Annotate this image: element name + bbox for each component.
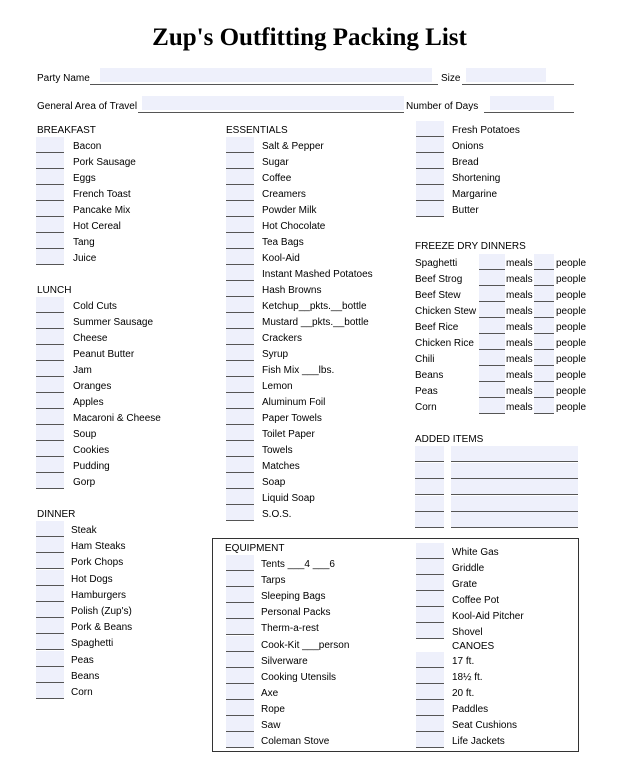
lunch-checkbox[interactable] (36, 377, 64, 393)
dinner-item-label: Beans (71, 670, 100, 682)
travel-area-input[interactable] (142, 96, 404, 110)
lunch-item-label: Cold Cuts (73, 301, 117, 312)
produce-checkbox[interactable] (416, 201, 444, 217)
breakfast-checkbox[interactable] (36, 217, 64, 233)
freeze-dry-item-label: Beef Stew (415, 290, 461, 301)
equipment_right-checkbox[interactable] (416, 559, 444, 575)
lunch-heading: LUNCH (37, 285, 72, 296)
equipment_right-checkbox[interactable] (416, 591, 444, 607)
lunch-checkbox[interactable] (36, 409, 64, 425)
added-item-checkbox[interactable] (415, 479, 444, 495)
people-label: people (556, 370, 587, 381)
canoes-checkbox[interactable] (416, 716, 444, 732)
equipment-checkbox[interactable] (226, 587, 254, 603)
lunch-checkbox[interactable] (36, 473, 64, 489)
lunch-item-label: Peanut Butter (73, 349, 135, 360)
essentials-checkbox[interactable] (226, 265, 254, 281)
freeze-dry-item-label: Chicken Stew (415, 306, 477, 317)
essentials-checkbox[interactable] (226, 425, 254, 441)
essentials-checkbox[interactable] (226, 393, 254, 409)
canoes-item-label: Life Jackets (452, 736, 505, 747)
people-input[interactable] (534, 302, 554, 318)
breakfast-checkbox[interactable] (36, 169, 64, 185)
added-item-checkbox[interactable] (415, 512, 444, 528)
breakfast-item-label: Eggs (73, 173, 96, 184)
added-item-checkbox[interactable] (415, 446, 444, 462)
equipment_right-item-label: Griddle (452, 563, 485, 574)
meals-input[interactable] (479, 382, 505, 398)
essentials-item-label: Hot Chocolate (262, 221, 326, 232)
essentials-checkbox[interactable] (226, 169, 254, 185)
breakfast-checkbox[interactable] (36, 153, 64, 169)
meals-input[interactable] (479, 398, 505, 414)
meals-label: meals (506, 258, 533, 269)
produce-item-label: Margarine (452, 189, 498, 200)
lunch-item-label: Jam (73, 365, 92, 376)
equipment-checkbox[interactable] (226, 571, 254, 587)
meals-input[interactable] (479, 366, 505, 382)
breakfast-checkbox[interactable] (36, 249, 64, 265)
meals-label: meals (506, 354, 533, 365)
essentials-heading: ESSENTIALS (226, 125, 288, 136)
essentials-item-label: Towels (262, 445, 293, 456)
meals-label: meals (506, 274, 533, 285)
essentials-checkbox[interactable] (226, 329, 254, 345)
lunch-item-label: Cookies (73, 445, 110, 456)
essentials-checkbox[interactable] (226, 185, 254, 201)
essentials-item-label: Creamers (262, 189, 306, 200)
added-item-input[interactable] (451, 479, 578, 495)
essentials-checkbox[interactable] (226, 201, 254, 217)
people-input[interactable] (534, 382, 554, 398)
canoes-heading: CANOES (452, 641, 495, 652)
lunch-item-label: Gorp (73, 477, 96, 488)
dinner-checkbox[interactable] (36, 521, 64, 537)
party-name-input[interactable] (100, 68, 432, 82)
equipment_right-checkbox[interactable] (416, 607, 444, 623)
freeze-dry-item-label: Peas (415, 386, 438, 397)
dinner-item-label: Pork & Beans (71, 622, 133, 634)
equipment_right-checkbox[interactable] (416, 575, 444, 591)
meals-input[interactable] (479, 334, 505, 350)
produce-checkbox[interactable] (416, 185, 444, 201)
lunch-checkbox[interactable] (36, 441, 64, 457)
essentials-item-label: Liquid Soap (262, 493, 315, 504)
added-item-input[interactable] (451, 446, 578, 462)
dinner-item-label: Spaghetti (71, 638, 114, 650)
lunch-item-label: Macaroni & Cheese (73, 413, 161, 424)
added-item-input[interactable] (451, 496, 578, 512)
people-label: people (556, 306, 587, 317)
equipment-item-label: Therm-a-rest (261, 623, 319, 635)
lunch-item-label: Cheese (73, 333, 108, 344)
essentials-item-label: Hash Browns (262, 285, 322, 296)
dinner-checkbox[interactable] (36, 537, 64, 553)
freeze-dry-item-label: Beef Rice (415, 322, 459, 333)
equipment-item-label: Tarps (261, 575, 286, 587)
equipment-item-label: Sleeping Bags (261, 591, 326, 603)
essentials-item-label: Toilet Paper (262, 429, 315, 440)
canoes-item-label: 18½ ft. (452, 672, 483, 683)
essentials-checkbox[interactable] (226, 473, 254, 489)
essentials-item-label: Syrup (262, 349, 289, 360)
equipment-item-label: Cooking Utensils (261, 671, 337, 683)
meals-input[interactable] (479, 302, 505, 318)
meals-input[interactable] (479, 270, 505, 286)
lunch-checkbox[interactable] (36, 345, 64, 361)
freeze-dry-item-label: Beef Strog (415, 274, 463, 285)
travel-area-label: General Area of Travel (37, 101, 138, 112)
days-input[interactable] (490, 96, 554, 110)
equipment_right-item-label: White Gas (452, 547, 499, 558)
lunch-checkbox[interactable] (36, 297, 64, 313)
produce-checkbox[interactable] (416, 169, 444, 185)
equipment-item-label: Coleman Stove (261, 736, 330, 748)
lunch-checkbox[interactable] (36, 361, 64, 377)
freeze-dry-heading: FREEZE DRY DINNERS (415, 241, 526, 252)
produce-checkbox[interactable] (416, 121, 444, 137)
equipment-checkbox[interactable] (226, 668, 254, 684)
equipment-checkbox[interactable] (226, 555, 254, 571)
dinner-item-label: Pork Chops (71, 557, 124, 569)
meals-label: meals (506, 386, 533, 397)
lunch-checkbox[interactable] (36, 457, 64, 473)
meals-input[interactable] (479, 318, 505, 334)
added-item-input[interactable] (451, 463, 578, 479)
essentials-checkbox[interactable] (226, 217, 254, 233)
equipment-item-label: Personal Packs (261, 607, 331, 619)
people-label: people (556, 322, 587, 333)
essentials-item-label: Paper Towels (262, 413, 322, 424)
breakfast-heading: BREAKFAST (37, 125, 96, 136)
equipment_right-checkbox[interactable] (416, 623, 444, 639)
dinner-checkbox[interactable] (36, 667, 64, 683)
produce-checkbox[interactable] (416, 153, 444, 169)
essentials-item-label: Mustard __pkts.__bottle (262, 317, 369, 328)
essentials-checkbox[interactable] (226, 281, 254, 297)
essentials-item-label: Matches (262, 461, 300, 472)
dinner-checkbox[interactable] (36, 602, 64, 618)
dinner-item-label: Hamburgers (71, 589, 127, 601)
party-name-label: Party Name (37, 73, 90, 84)
produce-item-label: Fresh Potatoes (452, 125, 520, 136)
dinner-item-label: Corn (71, 687, 93, 698)
dinner-item-label: Peas (71, 654, 94, 666)
lunch-checkbox[interactable] (36, 393, 64, 409)
essentials-checkbox[interactable] (226, 377, 254, 393)
equipment_right-item-label: Grate (452, 579, 478, 590)
people-input[interactable] (534, 350, 554, 366)
breakfast-item-label: Hot Cereal (73, 221, 121, 232)
essentials-checkbox[interactable] (226, 249, 254, 265)
dinner-checkbox[interactable] (36, 634, 64, 650)
canoes-item-label: Paddles (452, 704, 489, 715)
meals-input[interactable] (479, 286, 505, 302)
freeze-dry-item-label: Spaghetti (415, 258, 458, 269)
dinner-checkbox[interactable] (36, 651, 64, 667)
essentials-checkbox[interactable] (226, 345, 254, 361)
essentials-checkbox[interactable] (226, 137, 254, 153)
breakfast-item-label: French Toast (73, 189, 131, 200)
essentials-checkbox[interactable] (226, 313, 254, 329)
meals-label: meals (506, 370, 533, 381)
essentials-checkbox[interactable] (226, 457, 254, 473)
equipment-item-label: Tents ___4 ___6 (261, 559, 335, 570)
equipment-item-label: Silverware (261, 655, 308, 667)
equipment-item-label: Rope (261, 703, 285, 715)
freeze-dry-item-label: Chicken Rice (415, 338, 474, 349)
essentials-checkbox[interactable] (226, 153, 254, 169)
size-label: Size (441, 73, 461, 84)
equipment-checkbox[interactable] (226, 700, 254, 716)
equipment_right-checkbox[interactable] (416, 543, 444, 559)
lunch-checkbox[interactable] (36, 313, 64, 329)
equipment-checkbox[interactable] (226, 716, 254, 732)
essentials-item-label: Salt & Pepper (262, 141, 324, 152)
lunch-item-label: Oranges (73, 381, 112, 392)
equipment-item-label: Saw (261, 720, 281, 731)
dinner-checkbox[interactable] (36, 618, 64, 634)
people-label: people (556, 338, 587, 349)
lunch-item-label: Soup (73, 429, 97, 440)
produce-checkbox[interactable] (416, 137, 444, 153)
people-input[interactable] (534, 270, 554, 286)
people-input[interactable] (534, 318, 554, 334)
breakfast-item-label: Tang (73, 237, 95, 248)
essentials-item-label: S.O.S. (262, 509, 292, 520)
freeze-dry-item-label: Chili (415, 354, 435, 365)
produce-item-label: Onions (452, 141, 484, 152)
essentials-checkbox[interactable] (226, 361, 254, 377)
equipment-checkbox[interactable] (226, 619, 254, 635)
people-label: people (556, 258, 587, 269)
essentials-checkbox[interactable] (226, 233, 254, 249)
breakfast-checkbox[interactable] (36, 201, 64, 217)
canoes-checkbox[interactable] (416, 652, 444, 668)
people-label: people (556, 402, 587, 413)
lunch-item-label: Summer Sausage (73, 317, 154, 328)
essentials-checkbox[interactable] (226, 489, 254, 505)
equipment-heading: EQUIPMENT (225, 543, 285, 554)
equipment_right-item-label: Shovel (452, 627, 483, 638)
essentials-item-label: Coffee (262, 173, 292, 184)
essentials-item-label: Lemon (262, 381, 293, 392)
lunch-item-label: Apples (73, 397, 104, 408)
days-label: Number of Days (406, 101, 479, 112)
essentials-item-label: Kool-Aid (262, 253, 300, 264)
breakfast-item-label: Pancake Mix (73, 205, 131, 216)
meals-label: meals (506, 402, 533, 413)
people-label: people (556, 354, 587, 365)
essentials-checkbox[interactable] (226, 441, 254, 457)
essentials-item-label: Instant Mashed Potatoes (262, 269, 373, 280)
canoes-checkbox[interactable] (416, 700, 444, 716)
essentials-item-label: Fish Mix ___lbs. (262, 365, 335, 376)
added-item-checkbox[interactable] (415, 463, 444, 479)
added-item-input[interactable] (451, 512, 578, 528)
canoes-checkbox[interactable] (416, 668, 444, 684)
people-label: people (556, 274, 587, 285)
equipment-checkbox[interactable] (226, 603, 254, 619)
freeze-dry-item-label: Corn (415, 402, 437, 413)
people-input[interactable] (534, 286, 554, 302)
canoes-checkbox[interactable] (416, 684, 444, 700)
produce-item-label: Bread (452, 157, 479, 168)
canoes-item-label: Seat Cushions (452, 720, 518, 731)
people-input[interactable] (534, 334, 554, 350)
equipment-item-label: Axe (261, 687, 279, 699)
equipment_right-item-label: Coffee Pot (452, 595, 500, 606)
dinner-checkbox[interactable] (36, 683, 64, 699)
people-input[interactable] (534, 254, 554, 270)
meals-label: meals (506, 306, 533, 317)
canoes-item-label: 17 ft. (452, 656, 475, 667)
canoes-checkbox[interactable] (416, 732, 444, 748)
dinner-item-label: Polish (Zup's) (71, 606, 132, 617)
meals-label: meals (506, 338, 533, 349)
dinner-checkbox[interactable] (36, 586, 64, 602)
meals-label: meals (506, 322, 533, 333)
dinner-checkbox[interactable] (36, 553, 64, 569)
breakfast-checkbox[interactable] (36, 137, 64, 153)
essentials-checkbox[interactable] (226, 505, 254, 521)
breakfast-item-label: Pork Sausage (73, 157, 136, 168)
essentials-item-label: Sugar (262, 157, 289, 168)
dinner-checkbox[interactable] (36, 570, 64, 586)
people-label: people (556, 290, 587, 301)
freeze-dry-item-label: Beans (415, 370, 444, 381)
dinner-heading: DINNER (37, 509, 76, 520)
produce-item-label: Shortening (452, 173, 501, 184)
dinner-item-label: Hot Dogs (71, 573, 113, 585)
people-input[interactable] (534, 366, 554, 382)
added-item-checkbox[interactable] (415, 496, 444, 512)
essentials-checkbox[interactable] (226, 297, 254, 313)
essentials-item-label: Crackers (262, 333, 303, 344)
canoes-item-label: 20 ft. (452, 688, 475, 699)
equipment-item-label: Cook-Kit ___person (261, 639, 350, 651)
people-label: people (556, 386, 587, 397)
lunch-checkbox[interactable] (36, 329, 64, 345)
essentials-item-label: Aluminum Foil (262, 397, 326, 408)
essentials-item-label: Ketchup__pkts.__bottle (262, 301, 367, 312)
size-input[interactable] (466, 68, 546, 82)
essentials-item-label: Tea Bags (262, 237, 304, 248)
equipment-checkbox[interactable] (226, 636, 254, 652)
essentials-checkbox[interactable] (226, 409, 254, 425)
essentials-item-label: Soap (262, 477, 286, 488)
people-input[interactable] (534, 398, 554, 414)
dinner-item-label: Ham Steaks (71, 541, 126, 553)
meals-label: meals (506, 290, 533, 301)
equipment-checkbox[interactable] (226, 684, 254, 700)
lunch-item-label: Pudding (73, 461, 110, 472)
equipment_right-item-label: Kool-Aid Pitcher (452, 611, 524, 622)
page-title: Zup's Outfitting Packing List (152, 24, 467, 51)
lunch-checkbox[interactable] (36, 425, 64, 441)
meals-input[interactable] (479, 254, 505, 270)
produce-item-label: Butter (452, 205, 479, 216)
breakfast-checkbox[interactable] (36, 185, 64, 201)
dinner-item-label: Steak (71, 525, 97, 536)
meals-input[interactable] (479, 350, 505, 366)
equipment-checkbox[interactable] (226, 652, 254, 668)
breakfast-item-label: Juice (73, 253, 97, 264)
equipment-checkbox[interactable] (226, 732, 254, 748)
breakfast-item-label: Bacon (73, 141, 102, 152)
breakfast-checkbox[interactable] (36, 233, 64, 249)
added-items-heading: ADDED ITEMS (415, 434, 484, 445)
essentials-item-label: Powder Milk (262, 205, 317, 216)
